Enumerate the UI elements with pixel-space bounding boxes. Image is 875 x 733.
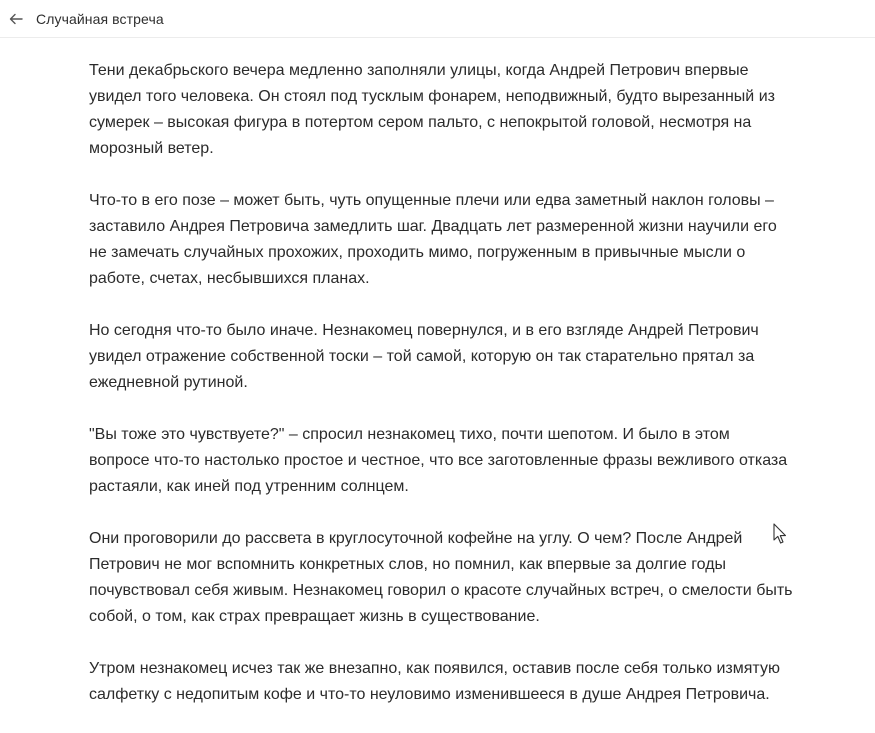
paragraph-2: Что-то в его позе – может быть, чуть опущенные плечи или едва заметный наклон головы – заставило Андрея Петровича замедлить шаг. Двадцать лет размеренной жизни научили его не замечать случайных прохожих, проходить мимо, погруженным в привычные мысли о работе, счетах, несбывшихся планах. [89, 192, 777, 287]
paragraph-1: Тени декабрьского вечера медленно заполняли улицы, когда Андрей Петрович впервые увидел того человека. Он стоял под тусклым фонарем, неподвижный, будто вырезанный из сумерек – высокая фигура в потертом сером пальто, с непокрытой головой, несмотря на морозный ветер. [89, 62, 775, 157]
paragraph-4: "Вы тоже это чувствуете?" – спросил незнакомец тихо, почти шепотом. И было в этом вопросе что-то настолько простое и честное, что все заготовленные фразы вежливого отказа растаяли, как иней под утренним солнцем. [89, 426, 788, 495]
page-title: Случайная встреча [36, 10, 164, 27]
top-bar [0, 0, 875, 38]
paragraph-3: Но сегодня что-то было иначе. Незнакомец повернулся, и в его взгляде Андрей Петрович увидел отражение собственной тоски – той самой, которую он так старательно прятал за ежедневной рутиной. [89, 322, 759, 391]
arrow-left-icon [9, 13, 23, 25]
paragraph-6: Утром незнакомец исчез так же внезапно, как появился, оставив после себя только измятую салфетку с недопитым кофе и что-то неуловимо изменившееся в душе Андрея Петровича. [89, 660, 780, 703]
article-body [89, 58, 794, 733]
paragraph-5: Они проговорили до рассвета в круглосуточной кофейне на углу. О чем? После Андрей Петрович не мог вспомнить конкретных слов, но помнил, как впервые за долгие годы почувствовал себя живым. Незнакомец говорил о красоте случайных встреч, о смелости быть собой, о том, как страх превращает жизнь в существование. [89, 530, 793, 625]
back-button[interactable] [6, 9, 26, 29]
mouse-pointer-icon [773, 523, 787, 545]
